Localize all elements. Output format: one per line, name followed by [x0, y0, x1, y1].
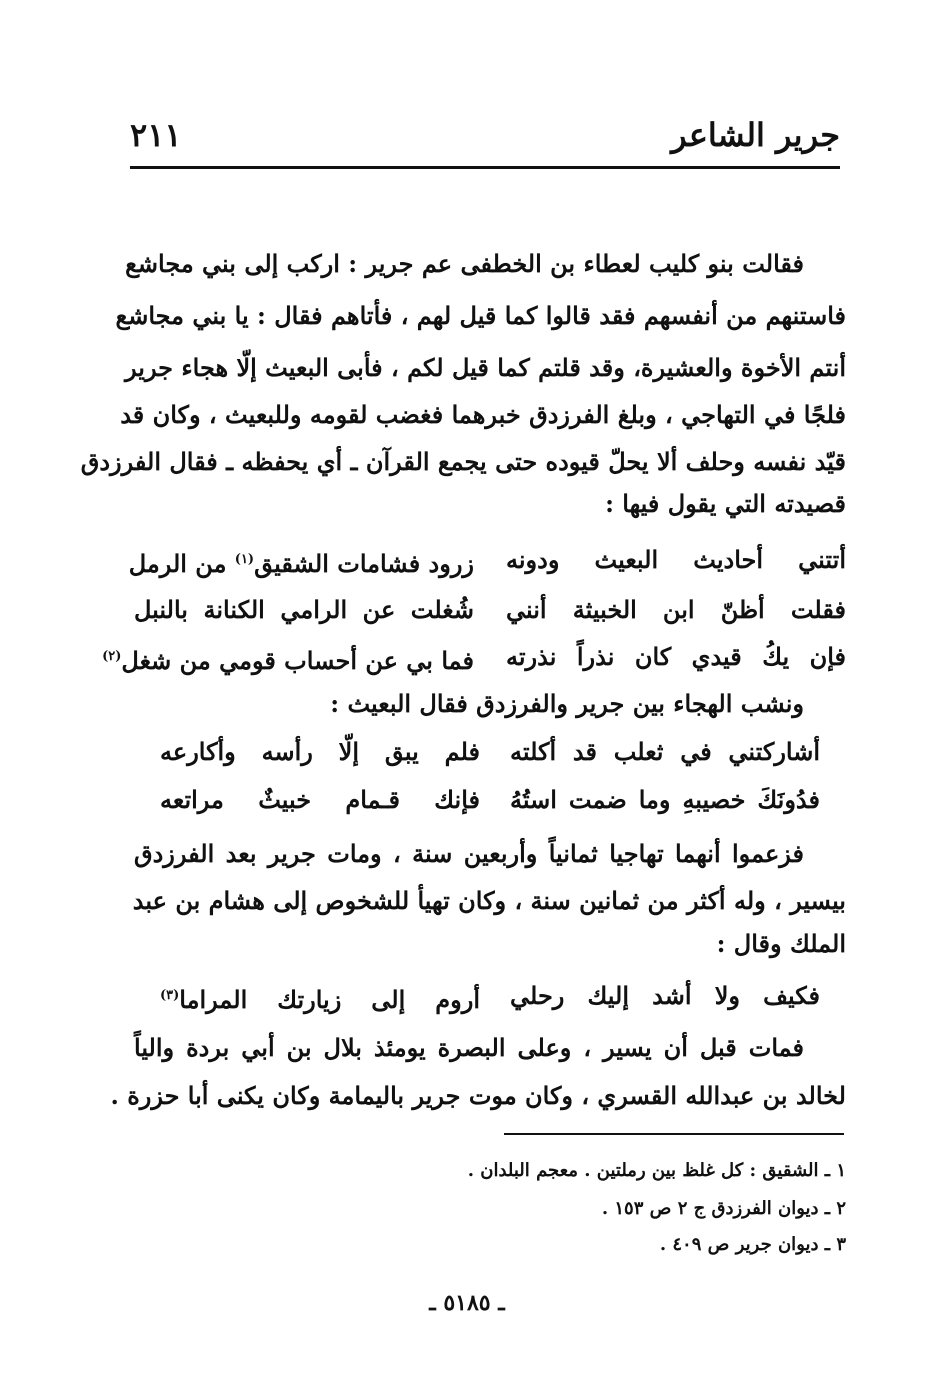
verse-line	[102, 639, 846, 675]
text-line: فمات قبل أن يسير ، وعلى البصرة يومئذ بلال بن أبي بردة والياً	[134, 1033, 804, 1062]
verse-second-hemistich: أروم إلى زيارتك المراما$^{(٣)}$	[160, 985, 480, 1014]
footnote-marker: (١)	[234, 552, 255, 567]
text-line: ونشب الهجاء بين جرير والفرزدق فقال البعيث :	[330, 689, 804, 718]
page-header	[130, 112, 840, 162]
header-rule	[130, 166, 840, 169]
text-line: فاستنهم من أنفسهم فقد قالوا كما قيل لهم ، فأتاهم فقال : يا بني مجاشع	[115, 301, 846, 330]
verse-line	[134, 978, 846, 1014]
page-number: ٢١١	[130, 116, 182, 154]
verse-first-hemistich: فكيف ولا أشد إليك رحلي	[510, 981, 820, 1010]
footnote: ١ ـ الشقيق : كل غلظ بين رملتين . معجم البلدان .	[467, 1160, 846, 1181]
footnote-marker: (٢)	[102, 649, 122, 664]
text-line: بيسير ، وله أكثر من ثمانين سنة ، وكان تهيأ للشخوص إلى هشام بن عبد	[132, 886, 846, 915]
text-line: قيّد نفسه وحلف ألا يحلّ قيوده حتى يجمع القرآن ـ أي يحفظه ـ فقال الفرزدق	[80, 447, 846, 476]
footnote-rule	[504, 1133, 844, 1135]
text-line: قصيدته التي يقول فيها :	[605, 489, 846, 518]
verse-first-hemistich: أتتني أحاديث البعيث ودونه	[506, 545, 846, 574]
footnote: ٣ ـ ديوان جرير ص ٤٠٩ .	[659, 1234, 846, 1255]
text-line: فلجًا في التهاجي ، وبلغ الفرزدق خبرهما فغضب لقومه وللبعيث ، وكان قد	[120, 400, 846, 429]
text-line: الملك وقال :	[716, 929, 846, 958]
folio-number: ـ ٥١٨٥ ـ	[429, 1290, 505, 1316]
text-line: فزعموا أنهما تهاجيا ثمانياً وأربعين سنة ، ومات جرير بعد الفرزدق	[134, 839, 804, 868]
verse-second-hemistich: فما بي عن أحساب قومي من شغل$^{(٢)}$	[102, 646, 474, 675]
verse-second-hemistich: زرود فشامات الشقيق$^{(١)}$ من الرمل	[128, 549, 474, 578]
text-line: لخالد بن عبدالله القسري ، وكان موت جرير باليمامة وكان يكنى أبا حزرة .	[110, 1081, 846, 1110]
verse-second-hemistich: فلم يبق إلّا رأسه وأكارعه	[160, 737, 480, 766]
verse-line	[134, 782, 846, 818]
text-line: أنتم الأخوة والعشيرة، وقد قلتم كما قيل لكم ، فأبى البعيث إلّا هجاء جرير	[125, 353, 846, 382]
verse-first-hemistich: فقلت أظنّ ابن الخبيثة أنني	[506, 595, 846, 624]
verse-first-hemistich: فإن يكُ قيدي كان نذراً نذرته	[506, 642, 846, 671]
verse-first-hemistich: فدُونَكَ خصيبهِ وما ضمت استُهُ	[510, 785, 820, 814]
verse-line	[128, 542, 846, 578]
verse-line	[134, 592, 846, 628]
verse-line	[134, 734, 846, 770]
verse-second-hemistich: شُغلت عن الرامي الكنانة بالنبل	[134, 595, 474, 624]
running-title: جرير الشاعر	[671, 116, 840, 154]
footnote-marker: (٣)	[160, 988, 180, 1003]
footnote: ٢ ـ ديوان الفرزدق ج ٢ ص ١٥٣ .	[601, 1198, 846, 1219]
verse-second-hemistich: فإنك قـمام خبيثٌ مراتعه	[160, 785, 480, 814]
text-line: فقالت بنو كليب لعطاء بن الخطفى عم جرير : اركب إلى بني مجاشع	[125, 249, 804, 278]
verse-first-hemistich: أشاركتني في ثعلب قد أكلته	[510, 737, 820, 766]
